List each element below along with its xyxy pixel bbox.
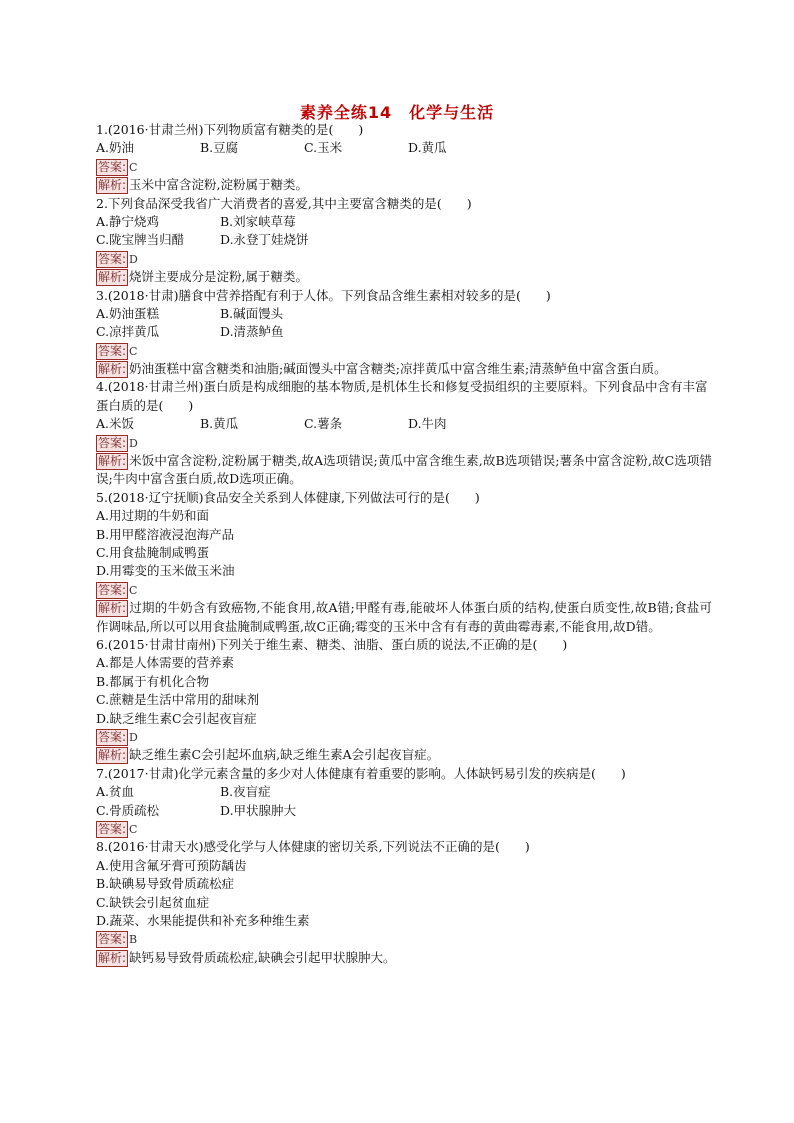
question-5-stem: 5.(2018·辽宁抚顺)食品安全关系到人体健康,下列做法可行的是( ) bbox=[96, 489, 480, 505]
answer-tag: 答案: bbox=[98, 821, 127, 836]
question-8-stem: 8.(2016·甘肃天水)感受化学与人体健康的密切关系,下列说法不正确的是( ) bbox=[96, 839, 530, 855]
option-d: D.黄瓜 bbox=[408, 140, 447, 156]
answer-value: B bbox=[129, 933, 138, 947]
question-1-stem: 1.(2016·甘肃兰州)下列物质富有糖类的是( ) bbox=[96, 122, 364, 137]
analysis-tag: 解析: bbox=[98, 950, 127, 965]
analysis-tag: 解析: bbox=[98, 748, 127, 763]
question-6-stem: 6.(2015·甘肃甘南州)下列关于维生素、糖类、油脂、蛋白质的说法,不正确的是( ) bbox=[96, 637, 568, 653]
option-c: C.凉拌黄瓜 bbox=[96, 324, 160, 340]
analysis-tag: 解析: bbox=[98, 601, 127, 616]
question-2-answer bbox=[96, 250, 712, 268]
analysis-tag: 解析: bbox=[98, 454, 127, 469]
option-d: D.缺乏维生素C会引起夜盲症 bbox=[96, 710, 257, 726]
answer-value: C bbox=[129, 583, 138, 597]
option-b: B.夜盲症 bbox=[220, 784, 271, 800]
analysis-text: 过期的牛奶含有致癌物,不能食用,故A错;甲醛有毒,能破坏人体蛋白质的结构,使蛋白质变性,故B错;食盐可作调味品,所以可以用食盐腌制咸鸭蛋,故C正确;霉变的玉米中含有有毒的黄曲霉毒素,不能食用,故D错。 bbox=[96, 600, 712, 634]
analysis-tag: 解析: bbox=[98, 270, 127, 285]
option-a: A.贫血 bbox=[96, 784, 135, 800]
page-title: 素养全练14 化学与生活 bbox=[299, 103, 495, 122]
option-a: A.米饭 bbox=[96, 416, 135, 432]
question-8-answer bbox=[96, 930, 712, 948]
question-7-stem: 7.(2017·甘肃)化学元素含量的多少对人体健康有着重要的影响。人体缺钙易引发的疾病是( ) bbox=[96, 765, 626, 781]
question-list bbox=[96, 121, 712, 967]
option-a: A.奶油蛋糕 bbox=[96, 305, 160, 321]
answer-tag: 答案: bbox=[98, 343, 127, 358]
option-b: B.碱面馒头 bbox=[220, 305, 284, 321]
question-5-analysis bbox=[96, 599, 712, 636]
analysis-text: 米饭中富含淀粉,淀粉属于糖类,故A选项错误;黄瓜中富含维生素,故B选项错误;薯条中富含淀粉,故C选项错误;牛肉中富含蛋白质,故D选项正确。 bbox=[96, 453, 712, 487]
answer-value: C bbox=[129, 160, 138, 174]
question-3-analysis bbox=[96, 360, 712, 378]
option-c: C.薯条 bbox=[304, 416, 343, 432]
question-2-options-row-1 bbox=[96, 213, 712, 231]
question-7-options-row-2 bbox=[96, 802, 712, 820]
question-4-answer bbox=[96, 434, 712, 452]
answer-tag: 答案: bbox=[98, 932, 127, 947]
option-d: D.用霉变的玉米做玉米油 bbox=[96, 563, 235, 579]
question-1-answer bbox=[96, 158, 712, 176]
option-c: C.玉米 bbox=[304, 140, 343, 156]
option-a: A.用过期的牛奶和面 bbox=[96, 508, 210, 524]
question-2-options-row-2 bbox=[96, 231, 712, 249]
answer-value: D bbox=[129, 436, 138, 450]
question-7-answer bbox=[96, 820, 712, 838]
option-c: C.缺铁会引起贫血症 bbox=[96, 894, 210, 910]
question-3-options-row-2 bbox=[96, 323, 712, 341]
option-a: A.静宁烧鸡 bbox=[96, 213, 160, 229]
question-1-options bbox=[96, 139, 712, 157]
option-a: A.都是人体需要的营养素 bbox=[96, 655, 235, 671]
option-b: B.缺碘易导致骨质疏松症 bbox=[96, 876, 235, 892]
answer-tag: 答案: bbox=[98, 730, 127, 744]
analysis-tag: 解析: bbox=[98, 178, 127, 193]
option-c: C.蔗糖是生活中常用的甜味剂 bbox=[96, 692, 260, 708]
question-2-stem: 2.下列食品深受我省广大消费者的喜爱,其中主要富含糖类的是( ) bbox=[96, 195, 472, 211]
question-2-analysis bbox=[96, 268, 712, 286]
question-1-analysis bbox=[96, 176, 712, 194]
question-7-options-row-1 bbox=[96, 783, 712, 801]
answer-value: D bbox=[129, 731, 138, 744]
option-c: C.用食盐腌制咸鸭蛋 bbox=[96, 545, 210, 561]
option-d: D.甲状腺肿大 bbox=[220, 802, 297, 818]
analysis-text: 缺钙易导致骨质疏松症,缺碘会引起甲状腺肿大。 bbox=[129, 949, 396, 965]
option-d: D.牛肉 bbox=[408, 416, 447, 432]
analysis-text: 烧饼主要成分是淀粉,属于糖类。 bbox=[129, 269, 309, 285]
option-a: A.奶油 bbox=[96, 140, 135, 156]
question-3-stem: 3.(2018·甘肃)膳食中营养搭配有利于人体。下列食品含维生素相对较多的是( ) bbox=[96, 287, 551, 303]
answer-value: C bbox=[129, 344, 138, 358]
option-c: C.陇宝牌当归醋 bbox=[96, 232, 185, 248]
answer-tag: 答案: bbox=[98, 159, 127, 174]
analysis-text: 奶油蛋糕中富含糖类和油脂;碱面馒头中富含糖类;凉拌黄瓜中富含维生素;清蒸鲈鱼中富含蛋白质。 bbox=[129, 361, 667, 377]
option-b: B.豆腐 bbox=[200, 140, 239, 156]
option-b: B.刘家峡草莓 bbox=[220, 213, 296, 229]
answer-tag: 答案: bbox=[98, 251, 127, 266]
analysis-text: 玉米中富含淀粉,淀粉属于糖类。 bbox=[129, 177, 309, 193]
answer-value: D bbox=[129, 252, 138, 266]
question-4-options bbox=[96, 415, 712, 433]
question-6-answer bbox=[96, 728, 712, 746]
option-b: B.黄瓜 bbox=[200, 416, 239, 432]
question-4-stem: 4.(2018·甘肃兰州)蛋白质是构成细胞的基本物质,是机体生长和修复受损组织的主要原料。下列食品中含有丰富蛋白质的是( ) bbox=[96, 379, 708, 413]
answer-tag: 答案: bbox=[98, 582, 127, 597]
option-b: B.都属于有机化合物 bbox=[96, 673, 210, 689]
question-3-options-row-1 bbox=[96, 305, 712, 323]
option-d: D.永登丁娃烧饼 bbox=[220, 232, 309, 248]
question-5-answer bbox=[96, 581, 712, 599]
option-d: D.蔬菜、水果能提供和补充多种维生素 bbox=[96, 912, 310, 928]
option-c: C.骨质疏松 bbox=[96, 802, 160, 818]
question-4-analysis bbox=[96, 452, 712, 489]
option-b: B.用甲醛溶液浸泡海产品 bbox=[96, 526, 235, 542]
question-8-analysis bbox=[96, 949, 712, 967]
analysis-tag: 解析: bbox=[98, 362, 127, 377]
answer-tag: 答案: bbox=[98, 435, 127, 450]
question-6-analysis bbox=[96, 746, 712, 764]
option-d: D.清蒸鲈鱼 bbox=[220, 324, 284, 340]
question-3-answer bbox=[96, 342, 712, 360]
analysis-text: 缺乏维生素C会引起坏血病,缺乏维生素A会引起夜盲症。 bbox=[129, 747, 440, 763]
option-a: A.使用含氟牙膏可预防龋齿 bbox=[96, 857, 247, 873]
answer-value: C bbox=[129, 822, 138, 836]
